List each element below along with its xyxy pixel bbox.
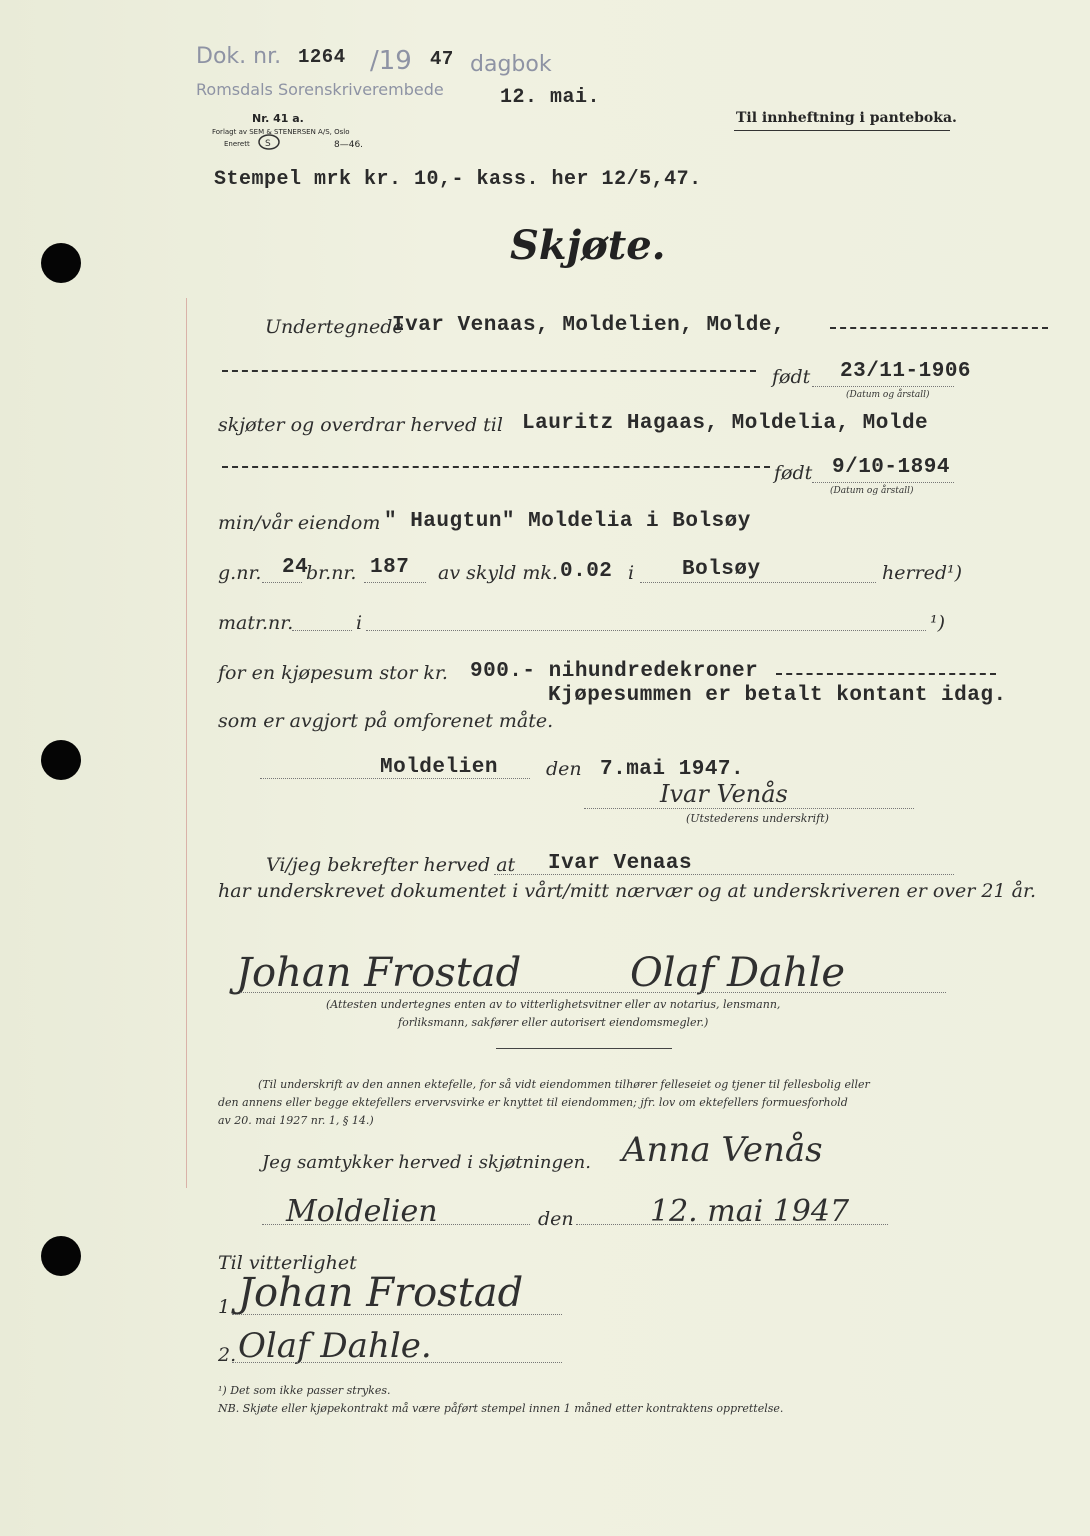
witness-label: Vi/jeg bekrefter herved at <box>266 854 516 876</box>
price-label: for en kjøpesum stor kr. <box>218 662 448 684</box>
herred-label: herred¹) <box>882 562 963 584</box>
buyer-born-line <box>812 482 954 483</box>
stamp-office: Romsdals Sorenskriverembede <box>196 80 444 99</box>
witness-note-1: (Attesten undertegnes enten av to vitterlighetsvitner eller av notarius, lensmann, <box>326 998 781 1011</box>
matr-i-line <box>366 630 926 631</box>
witness-signature-line <box>240 992 946 993</box>
witness-signature-2: Olaf Dahle <box>630 950 846 996</box>
stamp-year-prefix: /19 <box>370 46 412 76</box>
matr-i-label: i <box>356 612 363 634</box>
footnote-2: NB. Skjøte eller kjøpekontrakt må være påført stempel innen 1 måned etter kontraktens opprettelse. <box>218 1402 784 1415</box>
skyld-value: 0.02 <box>560 560 613 583</box>
vitterlighet-signature-1: Johan Frostad <box>238 1270 524 1316</box>
witness-signature-1: Johan Frostad <box>236 950 522 996</box>
seller-dash-line2 <box>222 370 756 372</box>
form-enerett: Enerett <box>224 140 250 148</box>
stamp-dagbok: dagbok <box>470 52 552 77</box>
binder-hole-middle <box>41 740 81 780</box>
buyer-dash-line2 <box>222 466 770 468</box>
spouse-den: den <box>538 1208 574 1230</box>
herred-line <box>640 582 876 583</box>
vitterlighet-label: Til vitterlighet <box>218 1252 357 1274</box>
section-divider <box>496 1048 672 1049</box>
spouse-note-3: av 20. mai 1927 nr. 1, § 14.) <box>218 1114 374 1127</box>
spouse-note-1: (Til underskrift av den annen ektefelle, for så vidt eiendommen tilhører felleseiet og tjener til fellesbolig eller <box>258 1078 870 1091</box>
signing-place: Moldelien <box>380 756 498 779</box>
vitterlighet-line-1 <box>232 1314 562 1315</box>
binding-note-underline <box>734 130 950 131</box>
matr-end: ¹) <box>930 612 946 634</box>
page-title: Skjøte. <box>510 222 666 269</box>
signing-den: den <box>546 758 582 780</box>
buyer-born-date: 9/10-1894 <box>832 456 950 479</box>
seller-born-hint: (Datum og årstall) <box>846 390 930 400</box>
matr-line <box>292 630 352 631</box>
seller-dash-fill <box>830 327 1048 329</box>
gnr-value: 24 <box>282 556 309 579</box>
svg-text:S: S <box>265 139 271 149</box>
binder-hole-bottom <box>41 1236 81 1276</box>
matr-label: matr.nr. <box>218 612 294 634</box>
seller-name: Ivar Venaas, Moldelien, Molde, <box>392 314 786 337</box>
binding-note: Til innheftning i panteboka. <box>736 110 957 126</box>
vitterlighet-number-1: 1. <box>218 1296 237 1318</box>
witness-statement: har underskrevet dokumentet i vårt/mitt nærvær og at underskriveren er over 21 år. <box>218 880 1036 902</box>
form-number: Nr. 41 a. <box>252 112 304 125</box>
witness-subject-name: Ivar Venaas <box>548 852 693 875</box>
witness-subject-line <box>494 874 954 875</box>
gnr-label: g.nr. <box>218 562 262 584</box>
bnr-value: 187 <box>370 556 410 579</box>
spouse-signature: Anna Venås <box>622 1130 823 1170</box>
spouse-signing-place: Moldelien <box>286 1194 438 1229</box>
vitterlighet-line-2 <box>232 1362 562 1363</box>
skyld-label: av skyld mk. <box>438 562 558 584</box>
price-amount: 900.- nihundredekroner <box>470 660 759 683</box>
form-edition: 8—46. <box>334 140 364 150</box>
property-name: " Haugtun" Moldelia i Bolsøy <box>384 510 751 533</box>
property-label: min/vår eiendom <box>218 512 381 534</box>
price-agreed: som er avgjort på omforenet måte. <box>218 710 554 732</box>
spouse-signing-date: 12. mai 1947 <box>650 1194 850 1229</box>
stamp-duty-note: Stempel mrk kr. 10,- kass. her 12/5,47. <box>214 168 702 191</box>
stamp-year: 47 <box>430 48 454 70</box>
price-dash-fill <box>776 673 996 675</box>
price-payment-note: Kjøpesummen er betalt kontant idag. <box>548 684 1007 707</box>
seller-born-line <box>812 386 954 387</box>
seller-label: Undertegnede <box>265 316 404 338</box>
stamp-dok-label: Dok. nr. <box>196 44 282 69</box>
buyer-name: Lauritz Hagaas, Moldelia, Molde <box>522 412 929 435</box>
herred-name: Bolsøy <box>682 558 761 581</box>
stamp-date: 12. mai. <box>500 86 601 109</box>
buyer-label: skjøter og overdrar herved til <box>218 414 503 436</box>
vitterlighet-number-2: 2. <box>218 1344 237 1366</box>
binder-hole-top <box>41 243 81 283</box>
gnr-line <box>262 582 302 583</box>
signing-date: 7.mai 1947. <box>600 758 745 781</box>
seller-born-date: 23/11-1906 <box>840 360 972 383</box>
spouse-place-line <box>262 1224 530 1225</box>
skyld-i-label: i <box>628 562 635 584</box>
buyer-born-label: født <box>774 462 813 484</box>
seller-signature-hint: (Utstederens underskrift) <box>686 812 829 825</box>
spouse-date-line <box>576 1224 888 1225</box>
witness-note-2: forliksmann, sakfører eller autorisert eiendomsmegler.) <box>398 1016 709 1029</box>
margin-line <box>186 298 187 1188</box>
vitterlighet-signature-2: Olaf Dahle. <box>238 1326 432 1366</box>
bnr-label: br.nr. <box>306 562 357 584</box>
publisher-logo-icon <box>258 134 280 150</box>
footnote-1: ¹) Det som ikke passer strykes. <box>218 1384 391 1397</box>
seller-born-label: født <box>772 366 811 388</box>
stamp-dok-number: 1264 <box>298 46 346 68</box>
signing-place-line <box>260 778 530 779</box>
spouse-note-2: den annens eller begge ektefellers ervervsvirke er knyttet til eiendommen; jfr. lov om ektefellers formuesforhold <box>218 1096 848 1109</box>
buyer-born-hint: (Datum og årstall) <box>830 486 914 496</box>
seller-signature: Ivar Venås <box>660 780 788 808</box>
bnr-line <box>364 582 426 583</box>
seller-signature-line <box>584 808 914 809</box>
spouse-consent: Jeg samtykker herved i skjøtningen. <box>262 1152 591 1173</box>
form-publisher: Forlagt av SEM & STENERSEN A/S, Oslo <box>212 128 350 136</box>
